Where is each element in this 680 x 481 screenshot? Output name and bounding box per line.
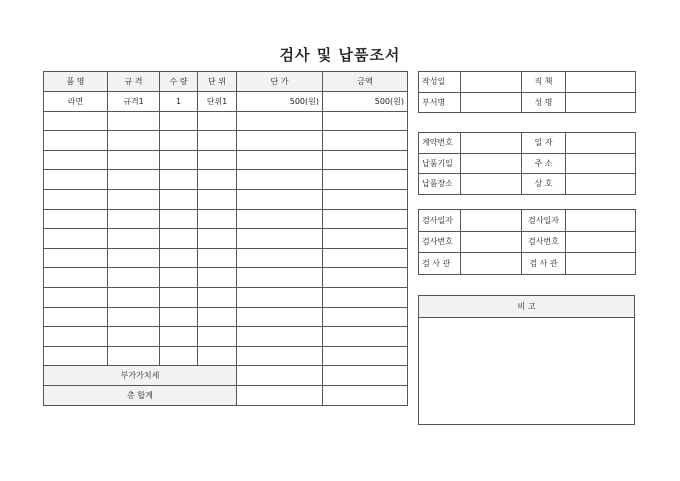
field-value[interactable] bbox=[461, 253, 522, 275]
table-cell[interactable] bbox=[237, 287, 323, 307]
field-value[interactable] bbox=[566, 210, 636, 232]
table-row bbox=[44, 287, 408, 307]
field-value[interactable] bbox=[566, 133, 636, 154]
column-header: 품 명 bbox=[44, 72, 108, 92]
table-cell[interactable]: 단위1 bbox=[198, 92, 237, 112]
table-row bbox=[44, 92, 408, 112]
field-value[interactable] bbox=[461, 92, 522, 113]
field-label: 납품기일 bbox=[419, 153, 461, 174]
table-cell[interactable] bbox=[160, 248, 198, 268]
table-cell[interactable] bbox=[323, 131, 408, 151]
table-row bbox=[44, 327, 408, 347]
table-cell[interactable] bbox=[108, 111, 160, 131]
table-row bbox=[44, 229, 408, 249]
table-cell[interactable] bbox=[44, 150, 108, 170]
table-cell[interactable] bbox=[237, 131, 323, 151]
table-row bbox=[44, 150, 408, 170]
table-cell[interactable] bbox=[198, 248, 237, 268]
table-cell[interactable] bbox=[160, 150, 198, 170]
table-cell[interactable] bbox=[323, 111, 408, 131]
table-cell[interactable] bbox=[108, 327, 160, 347]
table-cell[interactable] bbox=[108, 287, 160, 307]
field-value[interactable] bbox=[461, 72, 522, 93]
table-cell[interactable] bbox=[323, 307, 408, 327]
table-cell[interactable] bbox=[323, 327, 408, 347]
table-cell[interactable] bbox=[237, 189, 323, 209]
table-cell[interactable] bbox=[108, 150, 160, 170]
field-value[interactable] bbox=[461, 231, 522, 253]
table-cell[interactable] bbox=[108, 268, 160, 288]
table-cell[interactable] bbox=[237, 346, 323, 366]
table-cell[interactable] bbox=[237, 209, 323, 229]
table-cell[interactable] bbox=[160, 229, 198, 249]
table-cell[interactable] bbox=[44, 170, 108, 190]
table-cell[interactable] bbox=[323, 229, 408, 249]
table-cell[interactable] bbox=[323, 209, 408, 229]
table-cell[interactable] bbox=[237, 229, 323, 249]
table-cell[interactable] bbox=[160, 268, 198, 288]
table-cell[interactable] bbox=[108, 189, 160, 209]
table-cell[interactable] bbox=[108, 131, 160, 151]
info-row bbox=[419, 174, 636, 195]
vat-row-value[interactable] bbox=[323, 366, 408, 386]
table-cell[interactable] bbox=[160, 170, 198, 190]
field-label: 납품장소 bbox=[419, 174, 461, 195]
table-cell[interactable] bbox=[160, 327, 198, 347]
contract-info-table bbox=[418, 132, 636, 195]
table-row bbox=[44, 307, 408, 327]
field-label: 계약번호 bbox=[419, 133, 461, 154]
table-row bbox=[44, 131, 408, 151]
table-cell[interactable] bbox=[198, 209, 237, 229]
table-cell[interactable] bbox=[323, 189, 408, 209]
table-cell[interactable] bbox=[108, 346, 160, 366]
table-cell[interactable] bbox=[237, 248, 323, 268]
table-cell[interactable] bbox=[198, 268, 237, 288]
table-row bbox=[44, 268, 408, 288]
table-cell[interactable] bbox=[44, 229, 108, 249]
table-cell[interactable] bbox=[198, 189, 237, 209]
table-cell[interactable] bbox=[44, 189, 108, 209]
table-cell[interactable] bbox=[198, 150, 237, 170]
table-cell[interactable] bbox=[198, 287, 237, 307]
table-cell[interactable]: 라면 bbox=[44, 92, 108, 112]
field-value[interactable] bbox=[566, 153, 636, 174]
total-row-value[interactable] bbox=[323, 385, 408, 405]
vat-row-label: 부가가치세 bbox=[44, 366, 237, 386]
info-row bbox=[419, 231, 636, 253]
field-label: 직 책 bbox=[522, 72, 566, 93]
remarks-header: 비 고 bbox=[419, 296, 635, 318]
table-cell[interactable] bbox=[44, 268, 108, 288]
table-cell[interactable] bbox=[160, 189, 198, 209]
table-cell[interactable] bbox=[198, 131, 237, 151]
page-title: 검사 및 납품조서 bbox=[279, 46, 401, 64]
table-cell[interactable]: 규격1 bbox=[108, 92, 160, 112]
column-header: 수 량 bbox=[160, 72, 198, 92]
table-cell[interactable]: 500(원) bbox=[237, 92, 323, 112]
vat-row bbox=[44, 366, 408, 386]
table-cell[interactable] bbox=[108, 307, 160, 327]
table-row bbox=[44, 209, 408, 229]
table-cell[interactable] bbox=[44, 287, 108, 307]
field-value[interactable] bbox=[461, 174, 522, 195]
info-row bbox=[419, 153, 636, 174]
field-label: 성 명 bbox=[522, 92, 566, 113]
field-value[interactable] bbox=[461, 133, 522, 154]
info-row bbox=[419, 72, 636, 93]
field-value[interactable] bbox=[461, 210, 522, 232]
table-cell[interactable] bbox=[198, 111, 237, 131]
info-row bbox=[419, 210, 636, 232]
field-label: 검 사 관 bbox=[419, 253, 461, 275]
field-value[interactable] bbox=[461, 153, 522, 174]
table-cell[interactable]: 1 bbox=[160, 92, 198, 112]
table-cell[interactable]: 500(원) bbox=[323, 92, 408, 112]
info-row bbox=[419, 133, 636, 154]
field-label: 일 자 bbox=[522, 133, 566, 154]
table-cell[interactable] bbox=[198, 307, 237, 327]
table-cell[interactable] bbox=[44, 131, 108, 151]
remarks-content[interactable] bbox=[419, 318, 635, 425]
info-row bbox=[419, 253, 636, 275]
items-header-row bbox=[44, 72, 408, 92]
items-table bbox=[43, 71, 408, 406]
total-row-value[interactable] bbox=[237, 385, 323, 405]
table-cell[interactable] bbox=[44, 346, 108, 366]
table-row bbox=[44, 346, 408, 366]
info-row bbox=[419, 92, 636, 113]
table-cell[interactable] bbox=[237, 111, 323, 131]
table-cell[interactable] bbox=[160, 111, 198, 131]
column-header: 규 격 bbox=[108, 72, 160, 92]
field-label: 검사번호 bbox=[419, 231, 461, 253]
table-row bbox=[44, 248, 408, 268]
total-row-label: 총 합계 bbox=[44, 385, 237, 405]
table-cell[interactable] bbox=[108, 229, 160, 249]
writer-info-table bbox=[418, 71, 636, 113]
field-value[interactable] bbox=[566, 253, 636, 275]
table-cell[interactable] bbox=[323, 150, 408, 170]
field-label: 검 사 관 bbox=[522, 253, 566, 275]
table-cell[interactable] bbox=[44, 111, 108, 131]
table-cell[interactable] bbox=[237, 327, 323, 347]
column-header: 단 위 bbox=[198, 72, 237, 92]
table-cell[interactable] bbox=[198, 327, 237, 347]
table-cell[interactable] bbox=[198, 346, 237, 366]
field-label: 검사일자 bbox=[522, 210, 566, 232]
field-value[interactable] bbox=[566, 72, 636, 93]
table-cell[interactable] bbox=[44, 327, 108, 347]
field-label: 주 소 bbox=[522, 153, 566, 174]
column-header: 금액 bbox=[323, 72, 408, 92]
field-label: 검사일자 bbox=[419, 210, 461, 232]
table-cell[interactable] bbox=[323, 287, 408, 307]
table-cell[interactable] bbox=[198, 229, 237, 249]
table-cell[interactable] bbox=[44, 248, 108, 268]
table-cell[interactable] bbox=[323, 268, 408, 288]
inspection-info-table bbox=[418, 209, 636, 275]
total-row bbox=[44, 385, 408, 405]
field-value[interactable] bbox=[566, 231, 636, 253]
table-row bbox=[44, 189, 408, 209]
table-cell[interactable] bbox=[160, 209, 198, 229]
field-label: 검사번호 bbox=[522, 231, 566, 253]
field-value[interactable] bbox=[566, 92, 636, 113]
remarks-table bbox=[418, 295, 635, 425]
table-cell[interactable] bbox=[323, 248, 408, 268]
field-label: 부서명 bbox=[419, 92, 461, 113]
table-cell[interactable] bbox=[160, 346, 198, 366]
vat-row-value[interactable] bbox=[237, 366, 323, 386]
table-cell[interactable] bbox=[237, 150, 323, 170]
field-label: 상 호 bbox=[522, 174, 566, 195]
table-cell[interactable] bbox=[44, 209, 108, 229]
table-cell[interactable] bbox=[237, 268, 323, 288]
table-cell[interactable] bbox=[160, 307, 198, 327]
table-cell[interactable] bbox=[160, 287, 198, 307]
table-cell[interactable] bbox=[323, 170, 408, 190]
table-cell[interactable] bbox=[237, 307, 323, 327]
table-cell[interactable] bbox=[108, 170, 160, 190]
table-cell[interactable] bbox=[44, 307, 108, 327]
table-cell[interactable] bbox=[160, 131, 198, 151]
table-row bbox=[44, 111, 408, 131]
column-header: 단 가 bbox=[237, 72, 323, 92]
table-cell[interactable] bbox=[108, 248, 160, 268]
table-cell[interactable] bbox=[237, 170, 323, 190]
table-cell[interactable] bbox=[198, 170, 237, 190]
table-row bbox=[44, 170, 408, 190]
field-label: 작성일 bbox=[419, 72, 461, 93]
table-cell[interactable] bbox=[108, 209, 160, 229]
field-value[interactable] bbox=[566, 174, 636, 195]
table-cell[interactable] bbox=[323, 346, 408, 366]
